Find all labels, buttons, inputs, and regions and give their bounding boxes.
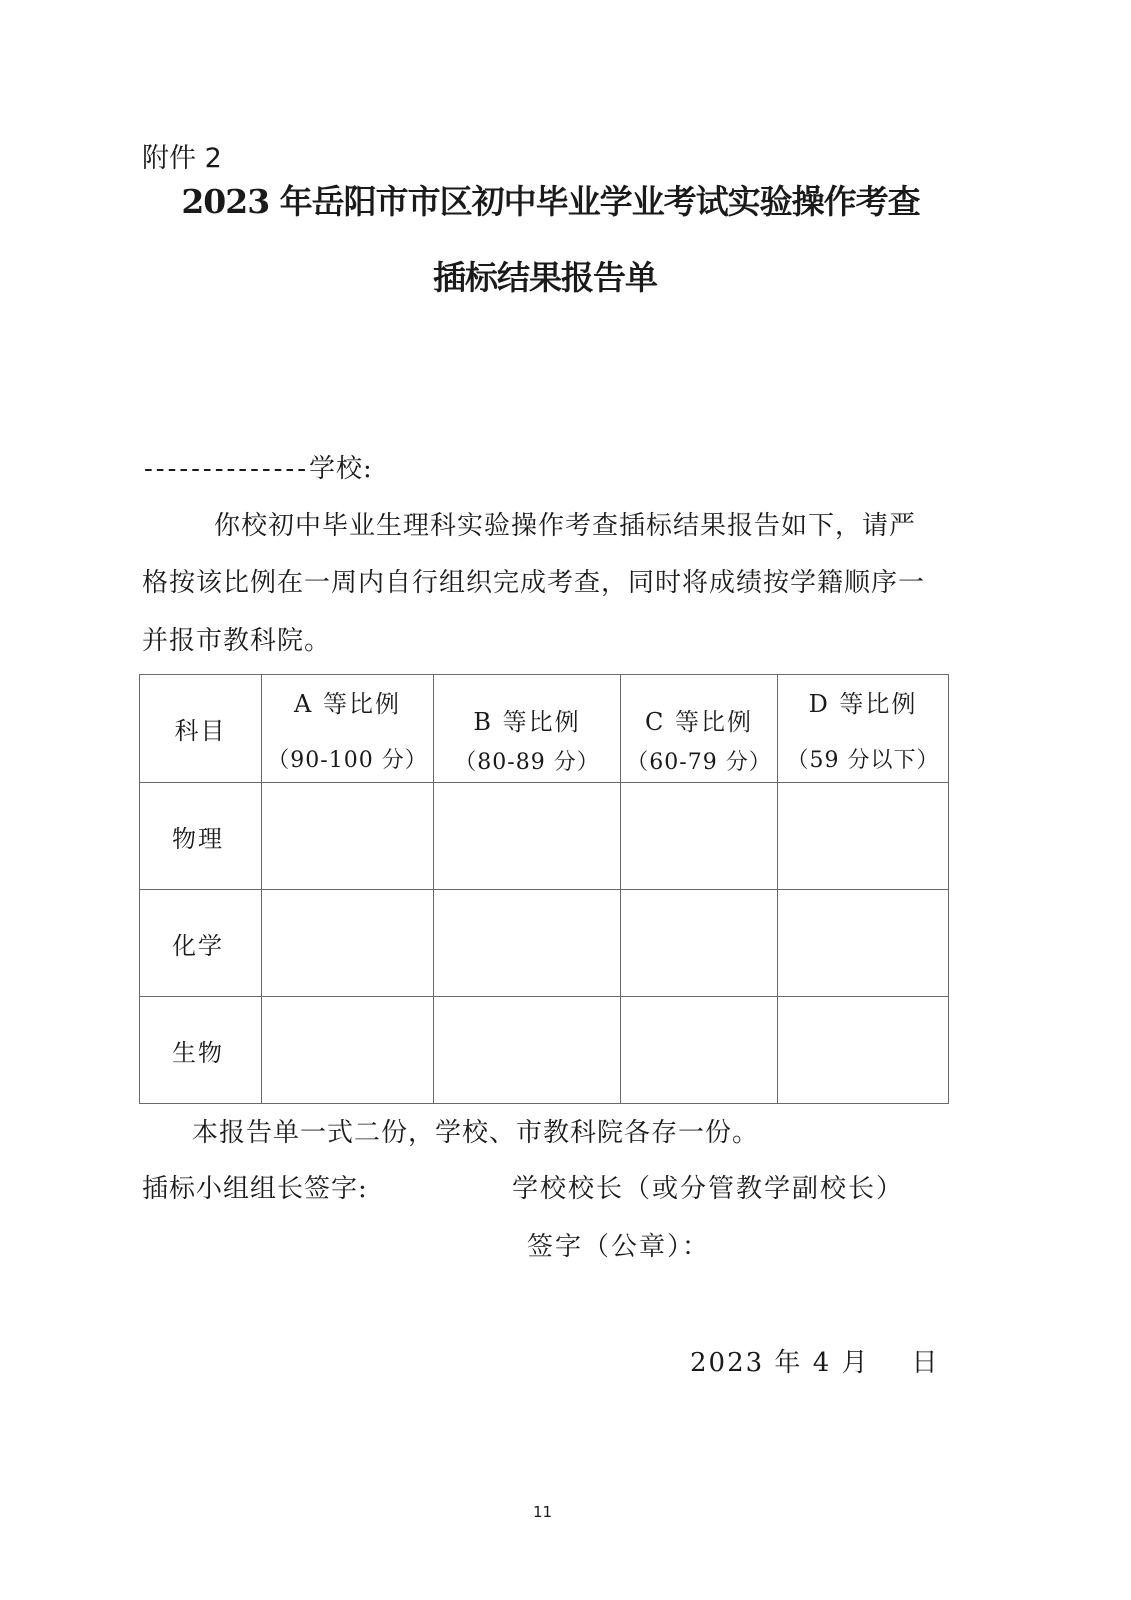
grade-d-cell[interactable]	[778, 997, 949, 1104]
subject-cell: 生物	[140, 997, 262, 1104]
header-grade-b-range: （80-89 分）	[454, 749, 600, 775]
body-paragraph-line1: 你校初中毕业生理科实验操作考查插标结果报告如下，请严	[214, 511, 917, 541]
header-grade-d	[778, 675, 949, 783]
header-grade-b	[434, 675, 621, 783]
header-subject	[140, 675, 262, 783]
grade-b-cell[interactable]	[434, 997, 621, 1104]
subject-cell: 物理	[140, 783, 262, 890]
result-table	[139, 674, 949, 1104]
table-header-row	[140, 675, 949, 783]
grade-d-cell[interactable]	[778, 783, 949, 890]
grade-a-cell[interactable]	[262, 890, 434, 997]
document-title-line2: 插标结果报告单	[433, 258, 657, 297]
subject-cell: 化学	[140, 890, 262, 997]
header-grade-c-range: （60-79 分）	[626, 749, 772, 775]
body-paragraph-line3: 并报市教科院。	[142, 626, 332, 656]
grade-d-cell[interactable]	[778, 890, 949, 997]
header-grade-c-content	[621, 702, 777, 776]
grade-b-cell[interactable]	[434, 783, 621, 890]
grade-c-cell[interactable]	[621, 890, 778, 997]
copies-note: 本报告单一式二份，学校、市教科院各存一份。	[192, 1118, 760, 1148]
header-grade-c	[621, 675, 778, 783]
date-line	[690, 1342, 940, 1379]
grade-a-cell[interactable]	[262, 997, 434, 1104]
header-grade-c-label: C 等比例	[645, 707, 753, 736]
header-grade-d-label: D 等比例	[808, 689, 918, 718]
header-grade-a-label: A 等比例	[294, 689, 401, 718]
school-label: 学校:	[309, 454, 373, 484]
header-grade-a-range: （90-100 分）	[267, 747, 428, 773]
header-grade-d-content	[778, 684, 948, 774]
header-grade-d-range: （59 分以下）	[786, 747, 940, 773]
document-title-line1	[0, 176, 1131, 223]
header-grade-b-content	[434, 702, 620, 776]
principal-signature-label: 学校校长（或分管教学副校长）	[512, 1174, 905, 1204]
leader-signature-label: 插标小组组长签字:	[142, 1174, 368, 1204]
header-subject-label: 科目	[174, 717, 227, 745]
school-name-blank[interactable]: --------------	[144, 454, 309, 484]
table-row	[140, 997, 949, 1104]
date-day-label: 日	[911, 1348, 940, 1378]
body-paragraph-line2: 格按该比例在一周内自行组织完成考查，同时将成绩按学籍顺序一	[142, 568, 926, 598]
date-year-month: 2023 年 4 月	[690, 1348, 870, 1378]
grade-a-cell[interactable]	[262, 783, 434, 890]
title-line1-text: 2023 年岳阳市市区初中毕业学业考试实验操作考查	[181, 182, 920, 221]
attachment-label: 附件 2	[142, 143, 222, 174]
grade-c-cell[interactable]	[621, 783, 778, 890]
grade-c-cell[interactable]	[621, 997, 778, 1104]
school-salutation	[144, 448, 373, 485]
grade-b-cell[interactable]	[434, 890, 621, 997]
header-grade-b-label: B 等比例	[473, 707, 581, 736]
header-grade-a	[262, 675, 434, 783]
header-grade-a-content	[262, 684, 433, 774]
table-row	[140, 783, 949, 890]
seal-signature-label: 签字（公章）：	[527, 1232, 711, 1262]
table-row	[140, 890, 949, 997]
page-number: 11	[532, 1503, 553, 1521]
